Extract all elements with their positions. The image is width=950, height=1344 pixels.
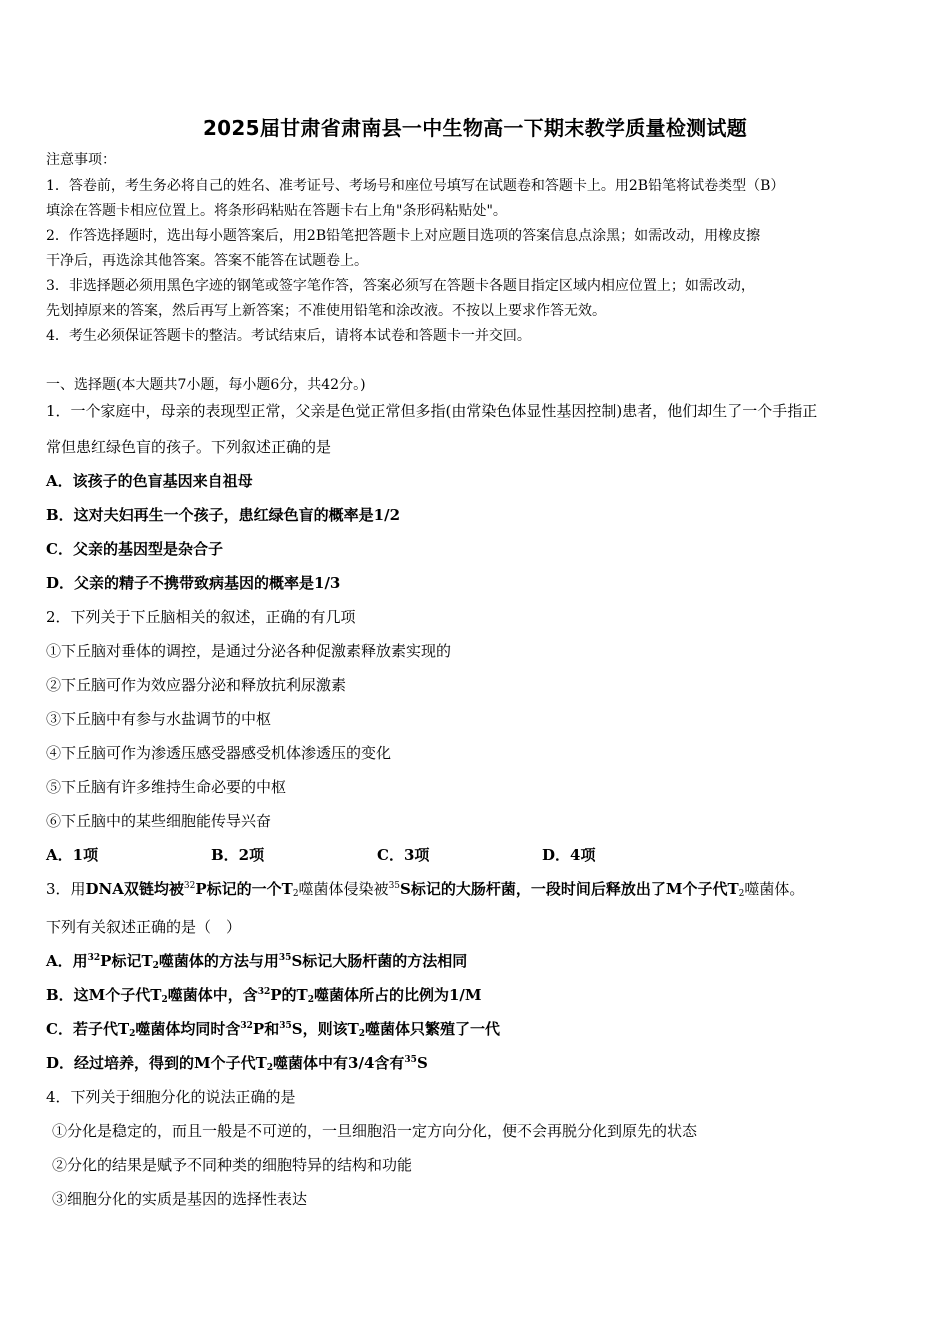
notice-line: 填涂在答题卡相应位置上。将条形码粘贴在答题卡右上角"条形码粘贴处"。: [46, 203, 507, 219]
question-1-stem: 常但患红绿色盲的孩子。下列叙述正确的是: [46, 438, 332, 456]
subscript: 2: [292, 889, 299, 899]
option-text: 噬菌体中有3/4含有: [273, 1054, 405, 1072]
question-1-option-b: B．这对夫妇再生一个孩子，患红绿色盲的概率是1/2: [46, 506, 401, 524]
question-2-item: ③下丘脑中有参与水盐调节的中枢: [46, 710, 272, 728]
question-2-option-d: D．4项: [542, 846, 596, 864]
question-4-stem: 4．下列关于细胞分化的说法正确的是: [46, 1088, 296, 1106]
isotope-mass: 32: [183, 881, 196, 891]
stem-text: S标记的大肠杆菌，一段时间后释放出了M个子代T: [400, 880, 739, 898]
question-3-option-c: [46, 1019, 500, 1039]
option-text: P标记T: [100, 952, 153, 970]
notice-line: 3．非选择题必须用黑色字迹的钢笔或签字笔作答，答案必须写在答题卡各题目指定区域内相应位置上；如需改动，: [46, 278, 755, 294]
question-3-stem: [46, 879, 804, 899]
subscript: 2: [152, 961, 159, 971]
option-text: A．用: [46, 952, 88, 970]
isotope-mass: 35: [278, 953, 292, 963]
isotope-mass: 32: [240, 1021, 253, 1031]
question-3-option-a: [46, 951, 467, 971]
stem-text: 3．用: [46, 880, 86, 898]
stem-text: 噬菌体侵染被: [298, 880, 389, 898]
question-2-item: ④下丘脑可作为渗透压感受器感受机体渗透压的变化: [46, 744, 392, 762]
question-3-option-b: [46, 985, 482, 1005]
option-text: P的T: [270, 986, 308, 1004]
question-1-stem: 1．一个家庭中，母亲的表现型正常，父亲是色觉正常但多指(由常染色体显性基因控制)患者，他们却生了一个手指正: [46, 402, 818, 420]
option-text: S: [416, 1054, 428, 1072]
option-text: 噬菌体的方法与用: [158, 952, 279, 970]
subscript: 2: [129, 1029, 136, 1039]
option-text: D．经过培养，得到的M个子代T: [46, 1054, 267, 1072]
subscript: 2: [266, 1063, 274, 1073]
question-2-item: ①下丘脑对垂体的调控，是通过分泌各种促激素释放素实现的: [46, 642, 452, 660]
question-4-item: ①分化是稳定的，而且一般是不可逆的，一旦细胞沿一定方向分化，便不会再脱分化到原先的状态: [52, 1122, 698, 1140]
option-text: S，则该T: [291, 1020, 359, 1038]
option-text: 噬菌体只繁殖了一代: [365, 1020, 501, 1038]
question-2-item: ⑥下丘脑中的某些细胞能传导兴奋: [46, 812, 272, 830]
notice-heading: 注意事项：: [46, 152, 116, 168]
question-2-item: ②下丘脑可作为效应器分泌和释放抗利尿激素: [46, 676, 347, 694]
notice-line: 先划掉原来的答案，然后再写上新答案；不准使用铅笔和涂改液。不按以上要求作答无效。: [46, 303, 606, 319]
question-1-option-d: D．父亲的精子不携带致病基因的概率是1/3: [46, 574, 341, 592]
option-text: 噬菌体所占的比例为1/M: [313, 986, 482, 1004]
question-3-option-d: [46, 1053, 428, 1073]
question-2-stem: 2．下列关于下丘脑相关的叙述，正确的有几项: [46, 608, 356, 626]
stem-text: 噬菌体。: [744, 880, 805, 898]
option-text: P和: [252, 1020, 280, 1038]
notice-line: 干净后，再选涂其他答案。答案不能答在试题卷上。: [46, 253, 368, 269]
subscript: 2: [358, 1029, 365, 1039]
notice-line: 1．答卷前，考生务必将自己的姓名、准考证号、考场号和座位号填写在试题卷和答题卡上。用2B铅笔将试卷类型（B）: [46, 178, 785, 194]
document-title: 2025届甘肃省肃南县一中生物高一下期末教学质量检测试题: [202, 116, 748, 140]
question-4-item: ③细胞分化的实质是基因的选择性表达: [52, 1190, 308, 1208]
question-2-item: ⑤下丘脑有许多维持生命必要的中枢: [46, 778, 287, 796]
stem-text: P标记的一个T: [195, 880, 293, 898]
option-text: S标记大肠杆菌的方法相同: [291, 952, 468, 970]
isotope-mass: 32: [87, 953, 101, 963]
question-2-option-c: C．3项: [377, 846, 430, 864]
isotope-mass: 35: [388, 881, 401, 891]
section-heading: 一、选择题(本大题共7小题，每小题6分，共42分。): [46, 377, 366, 393]
question-4-item: ②分化的结果是赋予不同种类的细胞特异的结构和功能: [52, 1156, 413, 1174]
isotope-mass: 35: [404, 1055, 417, 1065]
option-text: 噬菌体均同时含: [135, 1020, 241, 1038]
isotope-mass: 32: [257, 987, 271, 997]
notice-line: 2．作答选择题时，选出每小题答案后，用2B铅笔把答题卡上对应题目选项的答案信息点涂黑；如需改动，用橡皮擦: [46, 228, 761, 244]
question-2-option-a: A．1项: [46, 846, 99, 864]
isotope-mass: 35: [279, 1021, 292, 1031]
subscript: 2: [161, 995, 168, 1005]
stem-text: DNA双链均被: [85, 880, 184, 898]
question-1-option-a: A．该孩子的色盲基因来自祖母: [46, 472, 253, 490]
option-text: 噬菌体中，含: [167, 986, 258, 1004]
subscript: 2: [307, 995, 314, 1005]
question-2-option-b: B．2项: [211, 846, 265, 864]
question-3-stem: 下列有关叙述正确的是（ ）: [46, 918, 242, 936]
notice-line: 4．考生必须保证答题卡的整洁。考试结束后，请将本试卷和答题卡一并交回。: [46, 328, 531, 344]
subscript: 2: [738, 889, 745, 899]
option-text: C．若子代T: [46, 1020, 130, 1038]
option-text: B．这M个子代T: [46, 986, 162, 1004]
question-1-option-c: C．父亲的基因型是杂合子: [46, 540, 223, 558]
